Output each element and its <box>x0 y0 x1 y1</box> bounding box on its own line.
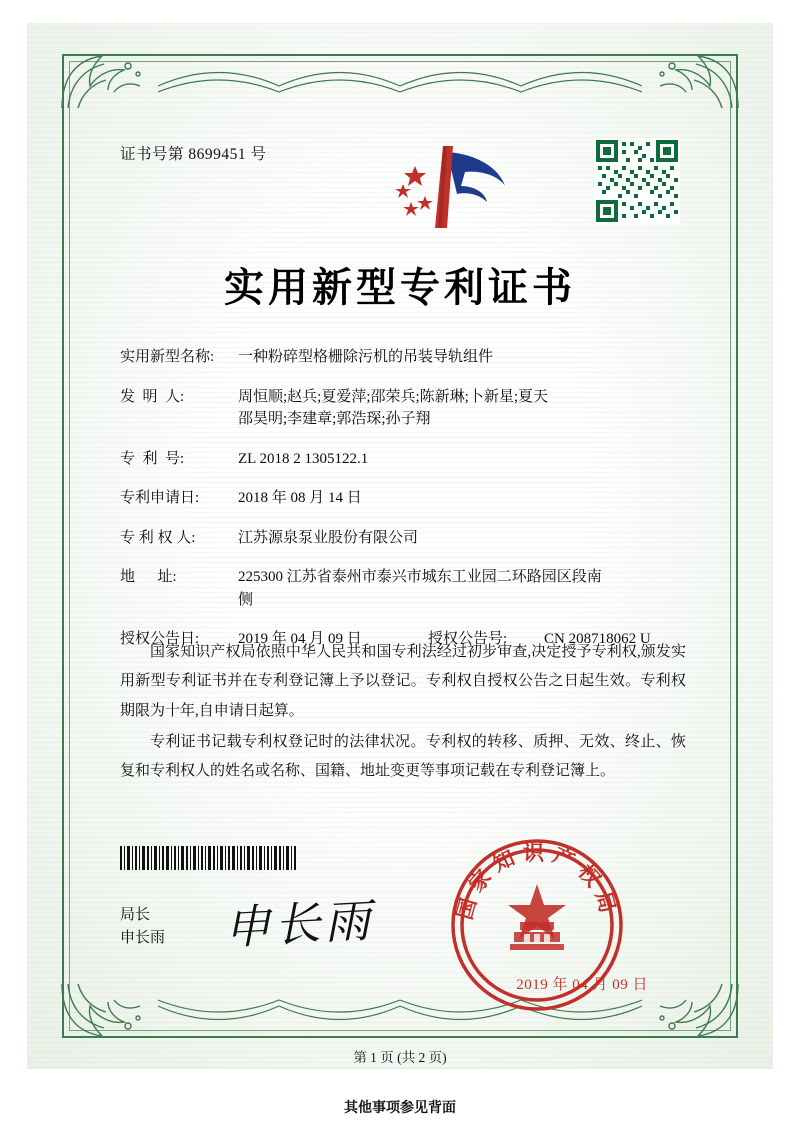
field-value: 2018 年 08 月 14 日 <box>238 490 362 506</box>
field-row-patentee <box>120 527 688 550</box>
field-label: 专利申请日: <box>120 490 200 506</box>
footer-note: 其他事项参见背面 <box>344 1101 456 1116</box>
field-value-line1: 225300 江苏省泰州市泰兴市城东工业园二环路园区段南 <box>238 569 602 585</box>
announcement-date-label: 授权公告日: <box>120 631 200 647</box>
certificate-paper <box>28 24 772 1068</box>
cnipa-logo-icon <box>381 140 521 236</box>
field-value-line2: 邵昊明;李建章;郭浩琛;孙子翔 <box>238 411 431 427</box>
announcement-number-value: CN 208718062 U <box>544 631 651 647</box>
legal-text <box>120 638 686 788</box>
edge-ornament-icon <box>158 64 642 94</box>
field-label: 发 明 人: <box>120 388 185 405</box>
field-value-line1: 周恒顺;赵兵;夏爱萍;邵荣兵;陈新琳;卜新星;夏天 <box>238 388 549 405</box>
field-row-application-date <box>120 487 688 510</box>
announcement-date-value: 2019 年 04 月 09 日 <box>238 631 362 647</box>
director-label: 局长 <box>120 907 151 923</box>
field-label: 实用新型名称: <box>120 349 215 365</box>
seal-date: 2019 年 04 月 09 日 <box>516 977 648 993</box>
field-row-address <box>120 566 688 611</box>
field-label: 地 址: <box>120 569 177 585</box>
certificate-content <box>98 98 702 1065</box>
announcement-number-label: 授权公告号: <box>428 631 508 647</box>
field-label: 专 利 权 人: <box>120 529 196 546</box>
paragraph-1: 国家知识产权局依照中华人民共和国专利法经过初步审查,决定授予专利权,颁发实用新型专利证书并在专利登记簿上予以登记。专利权自授权公告之日起生效。专利权期限为十年,自申请日起算。 <box>120 644 686 719</box>
handwritten-signature: 申长雨 <box>222 893 376 955</box>
page-title: 实用新型专利证书 <box>224 264 576 311</box>
field-value <box>238 386 688 431</box>
field-value: 一种粉碎型格栅除污机的吊装导轨组件 <box>238 349 494 365</box>
field-row-inventors <box>120 386 688 431</box>
page-number: 第 1 页 (共 2 页) <box>353 1050 447 1065</box>
field-row-utility-model-name <box>120 346 688 369</box>
svg-text:国家知识产权局: 国家知识产权局 <box>451 840 623 923</box>
paragraph-2: 专利证书记载专利权登记时的法律状况。专利权的转移、质押、无效、终止、恢复和专利权人的姓名或名称、国籍、地址变更等事项记载在专利登记簿上。 <box>120 733 686 779</box>
director-name: 申长雨 <box>120 930 166 947</box>
field-value <box>238 566 688 611</box>
field-label: 专 利 号: <box>120 450 185 467</box>
field-row-patent-number <box>120 448 688 471</box>
field-list <box>120 346 688 668</box>
certificate-number: 证书号第 8699451 号 <box>120 146 267 163</box>
field-value-line2: 侧 <box>238 591 254 608</box>
signature-block <box>120 904 165 951</box>
qr-code-icon <box>594 138 680 224</box>
field-value: 江苏源泉泵业股份有限公司 <box>238 529 419 546</box>
field-value: ZL 2018 2 1305122.1 <box>238 450 369 467</box>
barcode-icon <box>120 846 300 870</box>
